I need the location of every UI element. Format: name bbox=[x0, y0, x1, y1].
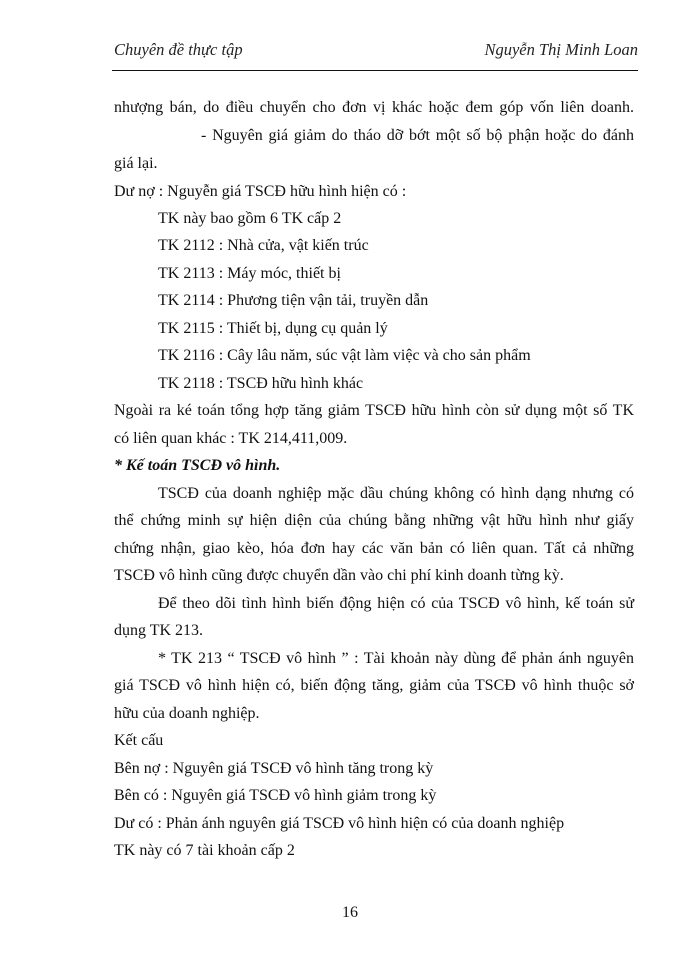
text-line: có liên quan khác : TK 214,411,009. bbox=[114, 430, 348, 447]
text-line: TK này có 7 tài khoản cấp 2 bbox=[114, 842, 295, 859]
page-header bbox=[112, 40, 638, 64]
page-number: 16 bbox=[342, 904, 358, 921]
text-line: nhượng bán, do điều chuyển cho đơn vị khác hoặc đem góp vốn liên doanh. bbox=[114, 99, 634, 116]
section-heading: * Kế toán TSCĐ vô hình. bbox=[114, 457, 281, 474]
text-line: TSCĐ vô hình cũng được chuyển dần vào chi phí kinh doanh từng kỳ. bbox=[114, 567, 564, 584]
text-line: TK 2114 : Phương tiện vận tải, truyền dẫn bbox=[158, 292, 429, 309]
text-line: TK 2112 : Nhà cửa, vật kiến trúc bbox=[158, 237, 369, 254]
header-rule bbox=[112, 70, 638, 71]
text-line: Kết cấu bbox=[114, 732, 164, 749]
text-line: - Nguyên giá giảm do tháo dỡ bớt một số bộ phận hoặc do đánh bbox=[201, 127, 634, 144]
text-line: Ngoài ra ké toán tổng hợp tăng giảm TSCĐ hữu hình còn sử dụng một số TK bbox=[114, 402, 634, 419]
text-line: Dư nợ : Nguyễn giá TSCĐ hữu hình hiện có : bbox=[114, 183, 407, 200]
text-line: TK này bao gồm 6 TK cấp 2 bbox=[158, 210, 342, 227]
text-line: TK 2113 : Máy móc, thiết bị bbox=[158, 265, 341, 282]
header-author: Nguyễn Thị Minh Loan bbox=[484, 40, 638, 59]
text-line: Dư có : Phản ánh nguyên giá TSCĐ vô hình hiện có của doanh nghiệp bbox=[114, 815, 565, 832]
text-line: giá TSCĐ vô hình hiện có, biến động tăng, giảm của TSCĐ vô hình thuộc sở bbox=[114, 677, 634, 694]
text-line: dụng TK 213. bbox=[114, 622, 204, 639]
text-line: hữu của doanh nghiệp. bbox=[114, 705, 260, 722]
text-line: chứng nhận, giao kèo, hóa đơn hay các văn bản có liên quan. Tất cả những bbox=[114, 540, 634, 557]
text-line: * TK 213 “ TSCĐ vô hình ” : Tài khoản này dùng để phản ánh nguyên bbox=[158, 650, 634, 667]
text-line: TK 2118 : TSCĐ hữu hình khác bbox=[158, 375, 364, 392]
text-line: Bên nợ : Nguyên giá TSCĐ vô hình tăng trong kỳ bbox=[114, 760, 434, 777]
text-line: Bên có : Nguyên giá TSCĐ vô hình giảm trong kỳ bbox=[114, 787, 437, 804]
text-line: thể chứng minh sự hiện diện của chúng bằng những vật hữu hình như giấy bbox=[114, 512, 634, 529]
text-line: giá lại. bbox=[114, 155, 158, 172]
text-line: TK 2116 : Cây lâu năm, súc vật làm việc và cho sản phẩm bbox=[158, 347, 531, 364]
text-line: TK 2115 : Thiết bị, dụng cụ quản lý bbox=[158, 320, 388, 337]
text-line: Để theo dõi tình hình biến động hiện có của TSCĐ vô hình, kế toán sử bbox=[158, 595, 634, 612]
header-title: Chuyên đề thực tập bbox=[114, 40, 243, 59]
text-line: TSCĐ của doanh nghiệp mặc dầu chúng không có hình dạng nhưng có bbox=[158, 485, 634, 502]
